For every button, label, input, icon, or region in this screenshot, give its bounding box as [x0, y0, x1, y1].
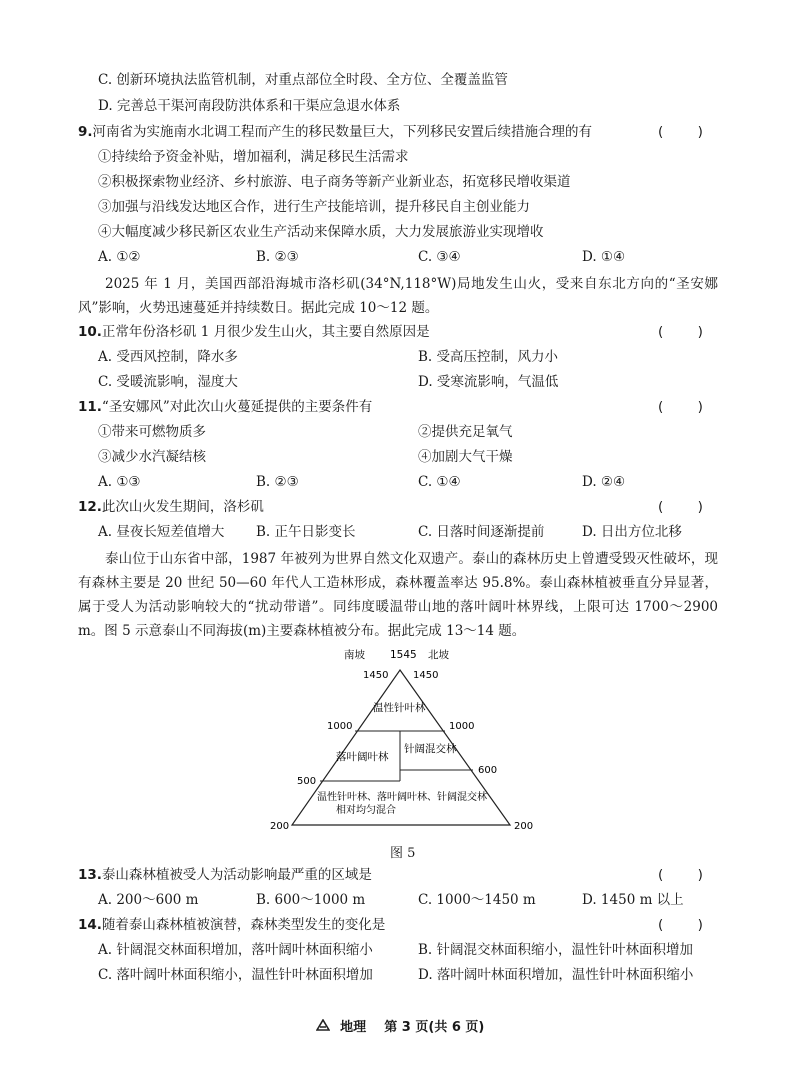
- q9-option-d: D. ①④: [582, 249, 626, 265]
- q9-answer-bracket: ( ): [658, 124, 703, 140]
- label-left-500: 500: [297, 776, 317, 787]
- label-north-slope: 北坡: [428, 649, 449, 661]
- q11-item-1: ①带来可燃物质多: [98, 424, 206, 440]
- q10-option-b: B. 受高压控制，风力小: [418, 349, 559, 365]
- label-right-200: 200: [514, 821, 534, 832]
- q13-answer-bracket: ( ): [658, 867, 703, 883]
- q11-option-d: D. ②④: [582, 474, 626, 490]
- passage-los-angeles: 2025 年 1 月，美国西部沿海城市洛杉矶(34°N,118°W)局地发生山火，受来自东北方向的“圣安娜风”影响，火势迅速蔓延并持续数日。据此完成 10～12 题。: [78, 276, 718, 316]
- q9-number: 9.: [78, 124, 93, 140]
- q13-number: 13.: [78, 867, 102, 883]
- q10-answer-bracket: ( ): [658, 324, 703, 340]
- label-right-1450: 1450: [413, 670, 439, 681]
- q9-item-3: ③加强与沿线发达地区合作，进行生产技能培训，提升移民自主创业能力: [98, 199, 530, 215]
- label-left-1000: 1000: [327, 721, 353, 732]
- label-right-600: 600: [478, 765, 498, 776]
- q11-item-3: ③减少水汽凝结核: [98, 449, 206, 465]
- q11-number: 11.: [78, 399, 102, 415]
- q13-option-a: A. 200～600 m: [98, 892, 199, 908]
- q9-item-2: ②积极探索物业经济、乡村旅游、电子商务等新产业新业态，拓宽移民增收渠道: [98, 174, 571, 190]
- q9-stem-text: 河南省为实施南水北调工程而产生的移民数量巨大，下列移民安置后续措施合理的有: [92, 124, 593, 140]
- q12-option-b: B. 正午日影变长: [256, 524, 356, 540]
- q14-option-c: C. 落叶阔叶林面积缩小，温性针叶林面积增加: [98, 967, 373, 983]
- label-left-200: 200: [270, 821, 290, 832]
- footer-subject: 地理: [340, 1020, 367, 1035]
- q10-option-d: D. 受寒流影响，气温低: [418, 374, 559, 390]
- q14-stem: [78, 915, 385, 935]
- q9-option-b: B. ②③: [256, 249, 299, 265]
- q10-stem-text: 正常年份洛杉矶 1 月很少发生山火，其主要自然原因是: [101, 324, 430, 340]
- q9-item-1: ①持续给予资金补贴，增加福利，满足移民生活需求: [98, 149, 409, 165]
- publisher-logo-icon: [316, 1019, 330, 1035]
- q11-option-b: B. ②③: [256, 474, 299, 490]
- q11-item-2: ②提供充足氧气: [418, 424, 513, 440]
- page-footer: [0, 1016, 800, 1035]
- zone-bottom-line-2: 相对均匀混合: [336, 805, 396, 816]
- q9-option-a: A. ①②: [98, 249, 141, 265]
- q12-number: 12.: [78, 499, 102, 515]
- q11-option-a: A. ①③: [98, 474, 141, 490]
- q8-option-d: D. 完善总干渠河南段防洪体系和干渠应急退水体系: [98, 98, 401, 114]
- q14-option-b: B. 针阔混交林面积缩小，温性针叶林面积增加: [418, 942, 694, 958]
- q14-stem-text: 随着泰山森林植被演替，森林类型发生的变化是: [101, 917, 386, 933]
- q10-number: 10.: [78, 324, 102, 340]
- q11-stem-text: “圣安娜风”对此次山火蔓延提供的主要条件有: [101, 399, 373, 415]
- zone-temperate-conifer: 温性针叶林: [373, 702, 426, 714]
- q14-option-a: A. 针阔混交林面积增加，落叶阔叶林面积缩小: [98, 942, 373, 958]
- q12-answer-bracket: ( ): [658, 499, 703, 515]
- q11-answer-bracket: ( ): [658, 399, 703, 415]
- q9-option-c: C. ③④: [418, 249, 461, 265]
- footer-page-number: 第 3 页(共 6 页): [384, 1020, 485, 1035]
- label-left-1450: 1450: [363, 670, 389, 681]
- q14-number: 14.: [78, 917, 102, 933]
- q12-option-c: C. 日落时间逐渐提前: [418, 524, 545, 540]
- label-south-slope: 南坡: [344, 649, 365, 661]
- q10-option-a: A. 受西风控制，降水多: [98, 349, 238, 365]
- q10-option-c: C. 受暖流影响，湿度大: [98, 374, 238, 390]
- label-peak: 1545: [390, 649, 417, 661]
- passage-mount-tai: 泰山位于山东省中部，1987 年被列为世界自然文化双遗产。泰山的森林历史上曾遭受毁灭性破坏，现有森林主要是 20 世纪 50—60 年代人工造林形成，森林覆盖率达 95.8%。泰山森林植被垂直分异显著，属于受人为活动影响较大的“扰动带谱”。同纬度暖温带山地的落叶阔叶林界线，上限可达 1700～2900 m。图 5 示意泰山不同海拔(m)主要森林植被分布。据此完成 13～14 题。: [78, 551, 718, 639]
- q13-stem: [78, 865, 372, 885]
- q12-option-a: A. 昼夜长短差值增大: [98, 524, 225, 540]
- q13-option-c: C. 1000～1450 m: [418, 892, 536, 908]
- q9-item-4: ④大幅度减少移民新区农业生产活动来保障水质，大力发展旅游业实现增收: [98, 224, 544, 240]
- q14-option-d: D. 落叶阔叶林面积增加，温性针叶林面积缩小: [418, 967, 694, 983]
- q14-answer-bracket: ( ): [658, 917, 703, 933]
- figure-caption: 图 5: [390, 846, 416, 861]
- q13-option-b: B. 600～1000 m: [256, 892, 366, 908]
- zone-deciduous-broadleaf: 落叶阔叶林: [336, 751, 389, 763]
- zone-mixed-forest: 针阔混交林: [404, 743, 457, 755]
- q13-option-d: D. 1450 m 以上: [582, 892, 684, 908]
- label-right-1000: 1000: [449, 721, 475, 732]
- zone-bottom-line-1: 温性针叶林、落叶阔叶林、针阔混交林: [317, 792, 487, 803]
- q13-stem-text: 泰山森林植被受人为活动影响最严重的区域是: [101, 867, 372, 883]
- q12-stem-text: 此次山火发生期间，洛杉矶: [101, 499, 264, 515]
- q8-option-c: C. 创新环境执法监管机制，对重点部位全时段、全方位、全覆盖监管: [98, 72, 508, 88]
- q12-option-d: D. 日出方位北移: [582, 524, 682, 540]
- q11-item-4: ④加剧大气干燥: [418, 449, 513, 465]
- q11-option-c: C. ①④: [418, 474, 461, 490]
